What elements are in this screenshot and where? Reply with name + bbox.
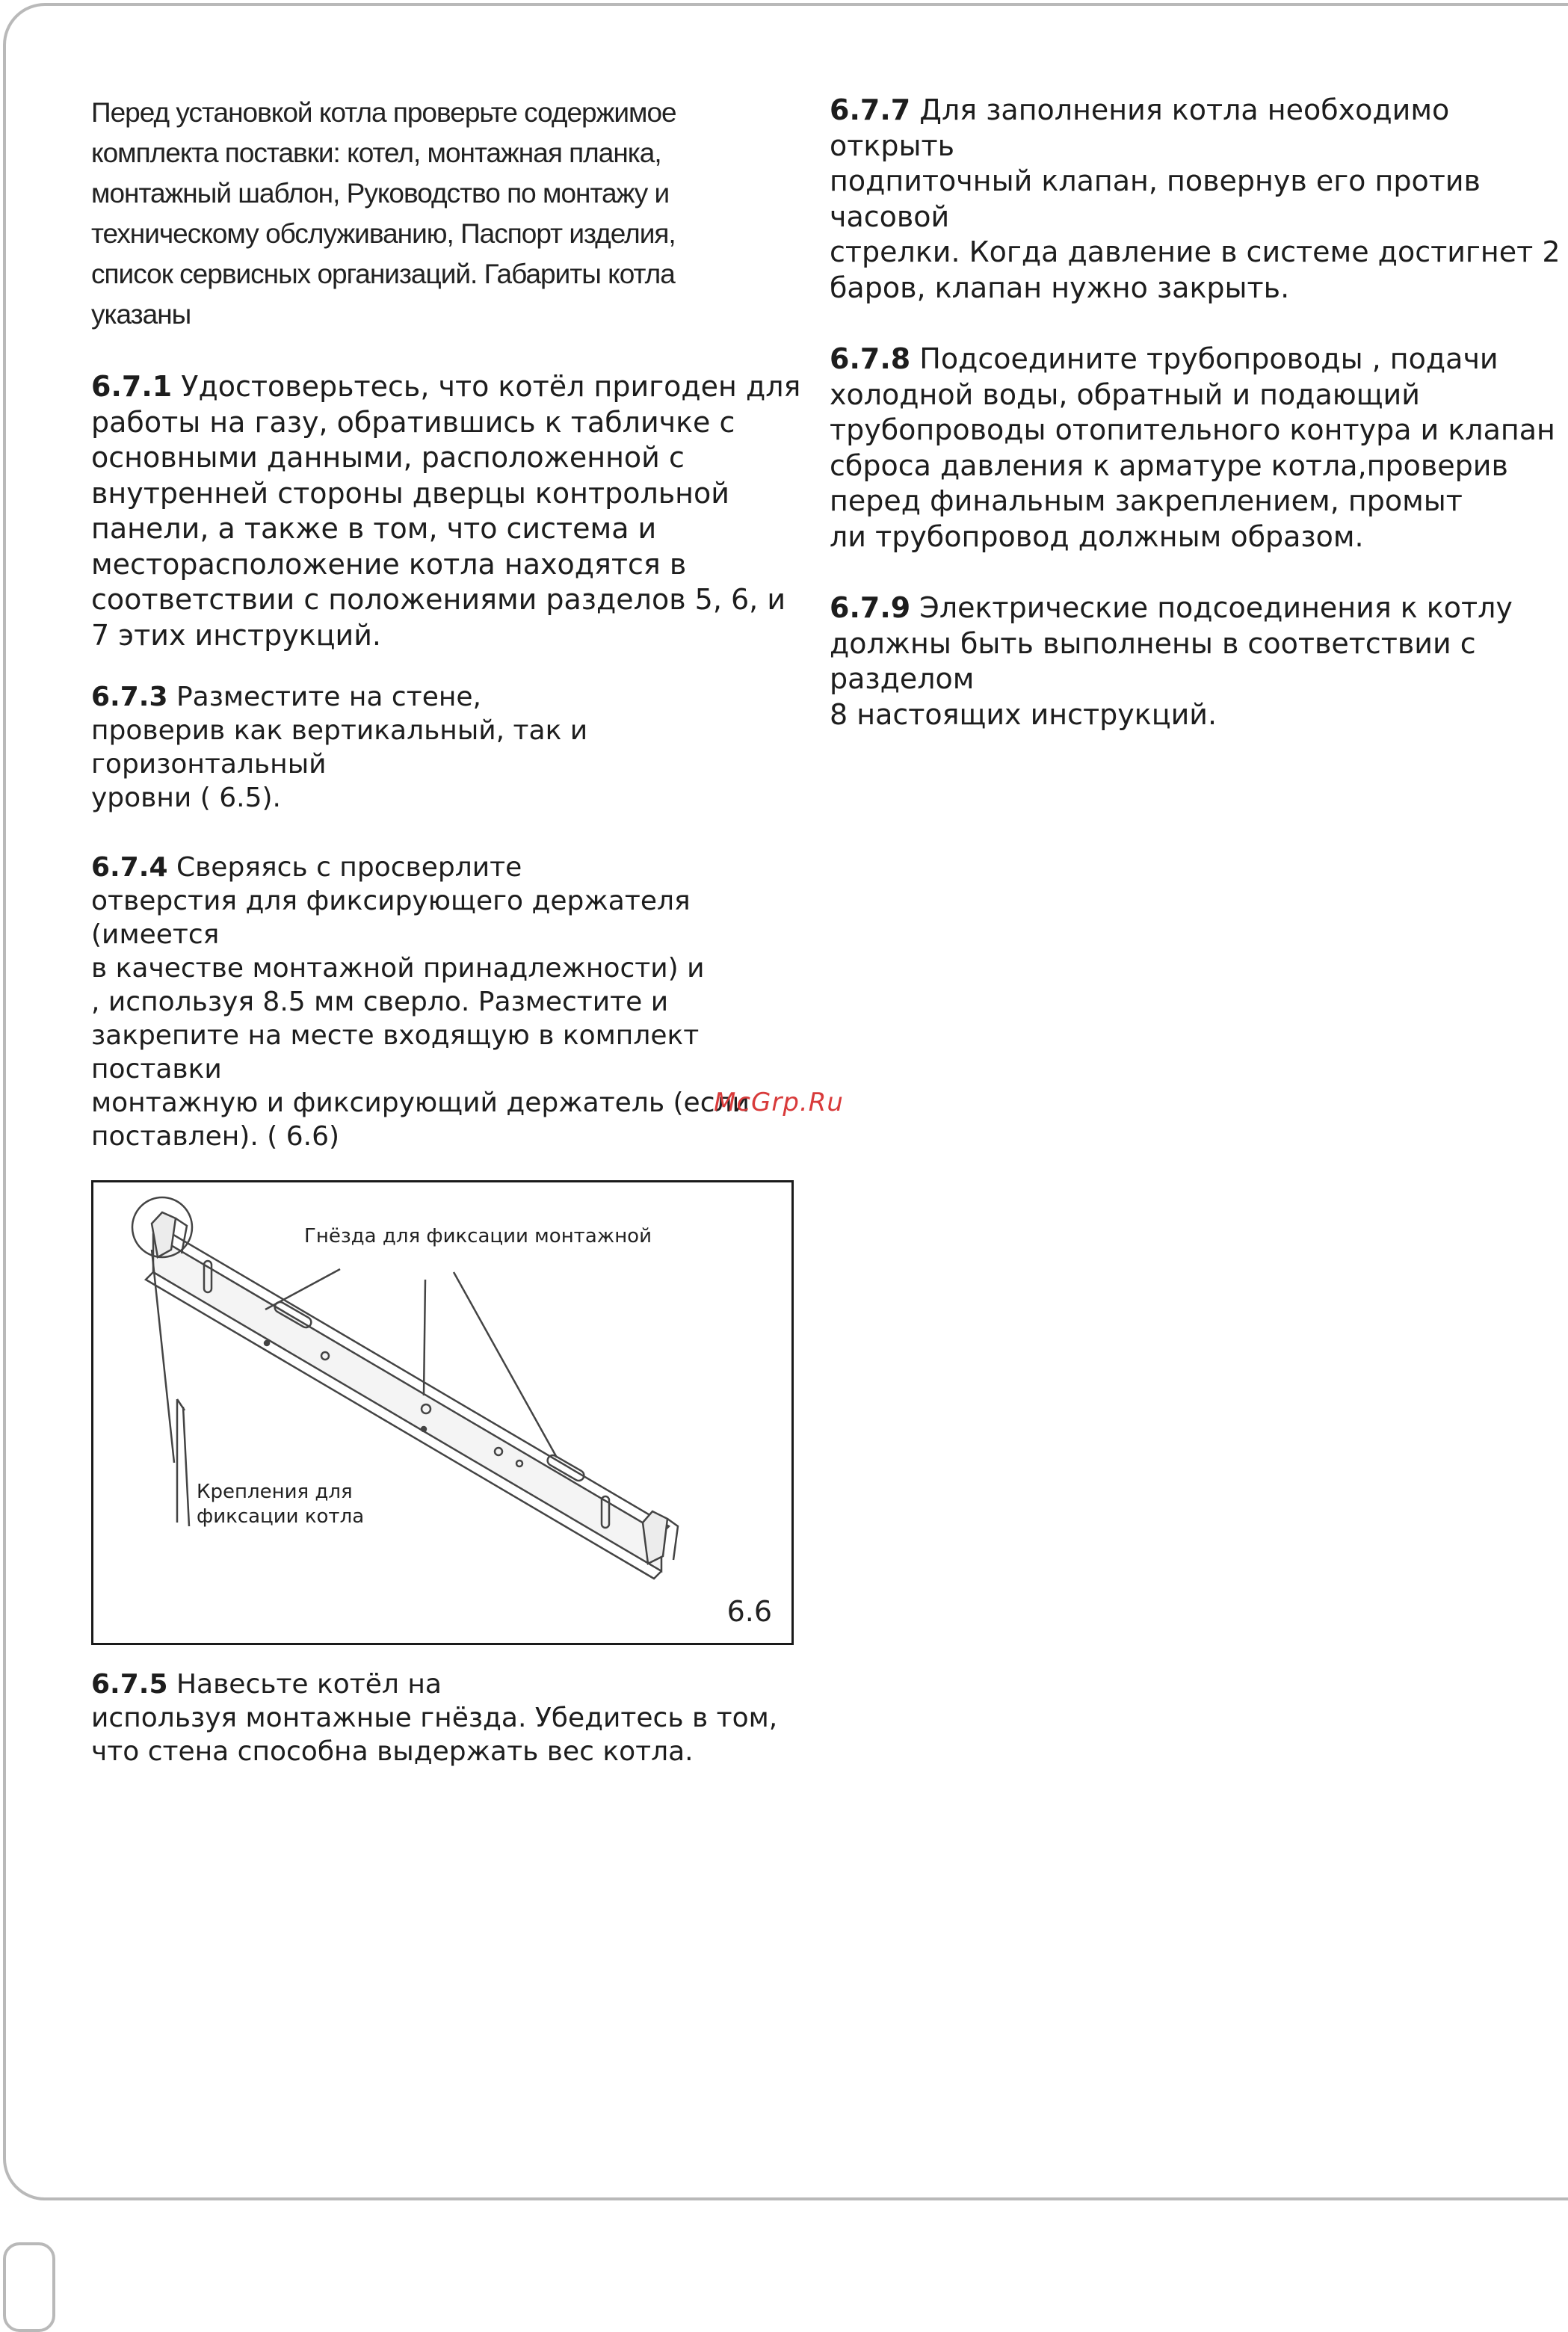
section-text: Навесьте котёл на используя монтажные гнёзда. Убедитесь в том, что стена способна выдержать вес котла. bbox=[91, 1669, 778, 1767]
left-column bbox=[91, 93, 801, 1768]
section-text: Разместите на стене, проверив как вертикальный, так и горизонтальный уровни ( 6.5). bbox=[91, 682, 588, 813]
section-6-7-4 bbox=[91, 851, 801, 1153]
right-column bbox=[830, 93, 1568, 732]
section-text: Для заполнения котла необходимо открыть подпиточный клапан, повернув его против часовой стрелки. Когда давление в системе достигнет 2 баров, клапан нужно закрыть. bbox=[830, 93, 1561, 304]
section-number: 6.7.7 bbox=[830, 93, 911, 126]
section-number: 6.7.4 bbox=[91, 852, 168, 883]
section-text: Сверяясь с просверлите отверстия для фиксирующего держателя (имеется в качестве монтажной принадлежности) и , используя 8.5 мм сверло. Разместите и закрепите на месте входящую в комплект поставки монтажную и фиксирующий держатель (если поставлен). ( 6.6) bbox=[91, 852, 750, 1152]
page-tab-marker bbox=[3, 2242, 55, 2332]
section-text: Подсоедините трубопроводы , подачи холодной воды, обратный и подающий трубопроводы отопительного контура и клапан сброса давления к арматуре котла,проверив перед финальным закреплением, промыт ли трубопровод должным образом. bbox=[830, 342, 1555, 553]
section-6-7-7 bbox=[830, 93, 1568, 306]
section-number: 6.7.3 bbox=[91, 682, 168, 712]
figure-number: 6.6 bbox=[726, 1595, 772, 1628]
section-number: 6.7.5 bbox=[91, 1669, 168, 1700]
section-number: 6.7.8 bbox=[830, 342, 911, 375]
intro-paragraph: Перед установкой котла проверьте содержимое комплекта поставки: котел, монтажная планка, монтажный шаблон, Руководство по монтажу и техническому обслуживанию, Паспорт изделия, список сервисных организаций. Габариты котла указаны bbox=[91, 97, 676, 330]
section-6-7-1 bbox=[91, 369, 801, 653]
section-text: Удостоверьтесь, что котёл пригоден для работы на газу, обратившись к табличке с основными данными, расположенной с внутренней стороны дверцы контрольной панели, а также в том, что система и месторасположение котла находятся в соответствии с положениями разделов 5, 6, и 7 этих инструкций. bbox=[91, 370, 801, 652]
section-number: 6.7.1 bbox=[91, 370, 173, 403]
section-text: Электрические подсоединения к котлу должны быть выполнены в соответствии с разделом 8 настоящих инструкций. bbox=[830, 591, 1513, 731]
label-mounting-sockets: Гнёзда для фиксации монтажной bbox=[304, 1225, 652, 1247]
section-6-7-9 bbox=[830, 590, 1568, 732]
mounting-bracket-drawing bbox=[93, 1182, 791, 1643]
section-6-7-5 bbox=[91, 1668, 801, 1768]
section-6-7-8 bbox=[830, 342, 1568, 555]
watermark: McGrp.Ru bbox=[714, 1088, 844, 1117]
figure-mounting-bracket bbox=[91, 1180, 794, 1645]
label-boiler-fasteners: Крепления для фиксации котла bbox=[197, 1481, 365, 1528]
section-6-7-3 bbox=[91, 680, 801, 815]
section-number: 6.7.9 bbox=[830, 591, 911, 624]
